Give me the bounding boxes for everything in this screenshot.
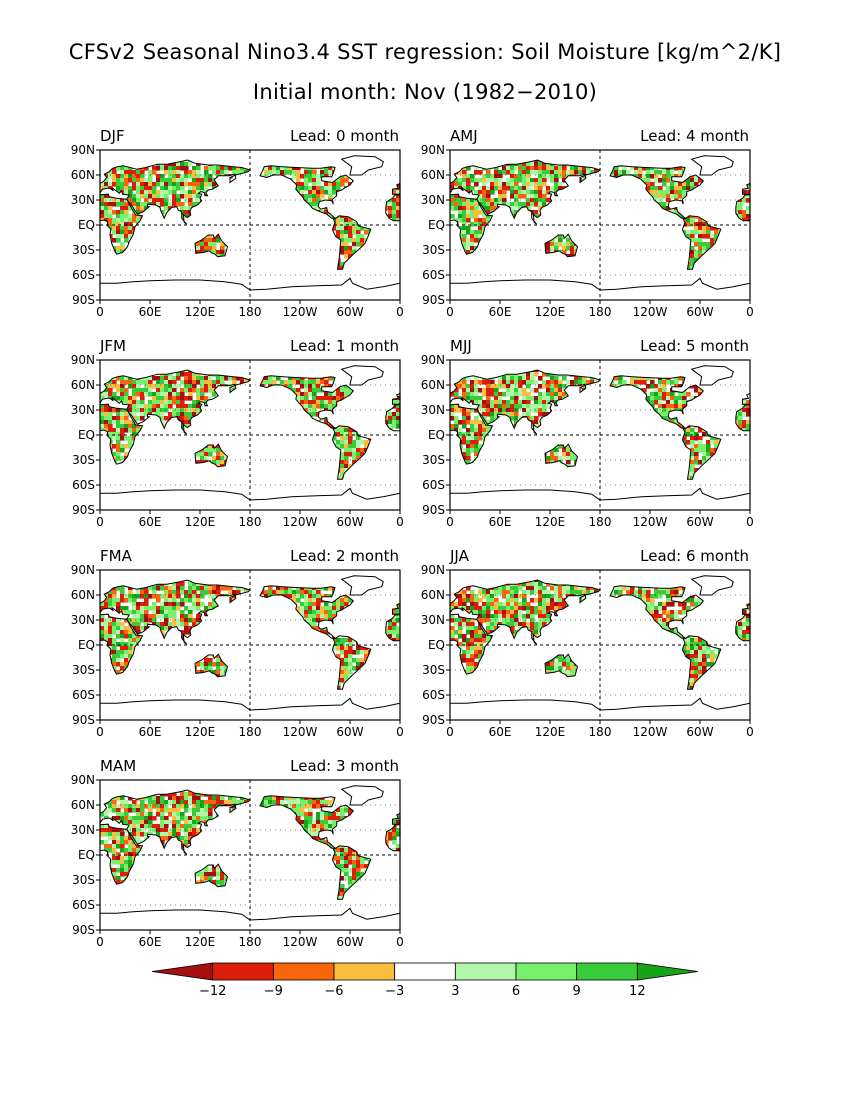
y-tick-label: 90N (70, 353, 95, 367)
y-tick-label: 30S (72, 243, 95, 257)
y-tick-label: 60S (72, 268, 95, 282)
lead-label: Lead: 0 month (290, 127, 399, 145)
x-tick-label: 120E (184, 935, 216, 949)
y-tick-label: 90N (70, 563, 95, 577)
x-tick-label: 60E (138, 725, 162, 739)
x-tick-label: 60W (336, 305, 364, 319)
x-tick-label: 60W (686, 725, 714, 739)
y-tick-label: 60S (422, 268, 445, 282)
y-tick-label: 60S (72, 688, 95, 702)
x-tick-label: 180 (588, 725, 612, 739)
y-tick-label: EQ (77, 848, 95, 862)
season-label: AMJ (450, 127, 478, 145)
y-tick-label: 90S (72, 923, 95, 937)
y-tick-label: 60S (422, 688, 445, 702)
page-title: CFSv2 Seasonal Nino3.4 SST regression: Soil Moisture [kg/m^2/K] (68, 40, 782, 64)
y-tick-label: 90N (70, 773, 95, 787)
x-tick-label: 120W (632, 515, 668, 529)
x-tick-label: 180 (588, 515, 612, 529)
x-tick-label: 180 (238, 935, 262, 949)
y-tick-label: 60N (420, 168, 445, 182)
colorbar-low-arrow (152, 963, 213, 980)
x-tick-label: 120E (184, 515, 216, 529)
y-tick-label: 30S (72, 873, 95, 887)
colorbar-label: −3 (385, 984, 405, 999)
page-subtitle: Initial month: Nov (1982−2010) (252, 80, 598, 104)
season-label: JFM (100, 337, 126, 355)
y-tick-label: 60N (70, 168, 95, 182)
y-tick-label: 30S (422, 663, 445, 677)
x-tick-label: 120E (534, 725, 566, 739)
x-tick-label: 60E (138, 515, 162, 529)
y-tick-label: 60S (422, 478, 445, 492)
colorbar-swatch (334, 963, 395, 980)
season-label: MJJ (450, 337, 472, 355)
y-tick-label: 90S (72, 713, 95, 727)
y-tick-label: 30S (422, 453, 445, 467)
y-tick-label: 90S (422, 713, 445, 727)
x-tick-label: 0 (446, 515, 454, 529)
y-tick-label: 60N (420, 588, 445, 602)
y-tick-label: 90S (72, 293, 95, 307)
x-tick-label: 0 (446, 305, 454, 319)
x-tick-label: 0 (96, 515, 104, 529)
x-tick-label: 0 (396, 515, 404, 529)
colorbar-label: −6 (324, 984, 344, 999)
y-tick-label: 30N (70, 403, 95, 417)
x-tick-label: 120W (632, 725, 668, 739)
y-tick-label: 30N (70, 823, 95, 837)
x-tick-label: 0 (96, 305, 104, 319)
y-tick-label: 90S (72, 503, 95, 517)
y-tick-label: 60N (420, 378, 445, 392)
y-tick-label: 60N (70, 588, 95, 602)
y-tick-label: 30N (420, 403, 445, 417)
x-tick-label: 60E (488, 725, 512, 739)
season-label: DJF (100, 127, 125, 145)
lead-label: Lead: 3 month (290, 757, 399, 775)
x-tick-label: 180 (238, 515, 262, 529)
x-tick-label: 120W (282, 305, 318, 319)
x-tick-label: 180 (238, 725, 262, 739)
y-tick-label: 90S (422, 503, 445, 517)
y-tick-label: 30S (72, 663, 95, 677)
y-tick-label: EQ (427, 428, 445, 442)
y-tick-label: 30N (70, 193, 95, 207)
colorbar-swatch (516, 963, 577, 980)
x-tick-label: 120E (184, 305, 216, 319)
y-tick-label: EQ (77, 428, 95, 442)
season-label: JJA (450, 547, 469, 565)
colorbar-label: −9 (263, 984, 283, 999)
y-tick-label: 60N (70, 798, 95, 812)
colorbar-swatch (577, 963, 638, 980)
season-label: MAM (100, 757, 137, 775)
x-tick-label: 0 (746, 305, 754, 319)
y-tick-label: 30N (70, 613, 95, 627)
x-tick-label: 60E (138, 935, 162, 949)
y-tick-label: 90N (70, 143, 95, 157)
y-tick-label: 60S (72, 478, 95, 492)
x-tick-label: 60W (336, 725, 364, 739)
colorbar-label: 3 (451, 984, 460, 999)
colorbar-label: −12 (198, 984, 227, 999)
x-tick-label: 0 (96, 935, 104, 949)
y-tick-label: 90S (422, 293, 445, 307)
y-tick-label: EQ (427, 218, 445, 232)
y-tick-label: EQ (77, 218, 95, 232)
x-tick-label: 0 (396, 935, 404, 949)
y-tick-label: 60S (72, 898, 95, 912)
y-tick-label: 30N (420, 613, 445, 627)
y-tick-label: 90N (420, 563, 445, 577)
colorbar-swatch (455, 963, 516, 980)
x-tick-label: 120E (184, 725, 216, 739)
x-tick-label: 0 (746, 515, 754, 529)
y-tick-label: 90N (420, 353, 445, 367)
x-tick-label: 60E (138, 305, 162, 319)
x-tick-label: 60E (488, 305, 512, 319)
x-tick-label: 120E (534, 515, 566, 529)
x-tick-label: 120E (534, 305, 566, 319)
x-tick-label: 0 (96, 725, 104, 739)
x-tick-label: 120W (632, 305, 668, 319)
colorbar-high-arrow (637, 963, 698, 980)
colorbar-swatch (273, 963, 334, 980)
colorbar-label: 12 (629, 984, 646, 999)
lead-label: Lead: 5 month (640, 337, 749, 355)
x-tick-label: 120W (282, 725, 318, 739)
x-tick-label: 120W (282, 515, 318, 529)
y-tick-label: 30N (420, 193, 445, 207)
x-tick-label: 60W (336, 935, 364, 949)
lead-label: Lead: 1 month (290, 337, 399, 355)
x-tick-label: 180 (238, 305, 262, 319)
x-tick-label: 180 (588, 305, 612, 319)
colorbar-swatch (213, 963, 274, 980)
colorbar-label: 6 (511, 984, 521, 999)
colorbar-label: 9 (572, 984, 581, 999)
x-tick-label: 60W (336, 515, 364, 529)
y-tick-label: 30S (72, 453, 95, 467)
colorbar-swatch (395, 963, 456, 980)
y-tick-label: 30S (422, 243, 445, 257)
x-tick-label: 60E (488, 515, 512, 529)
x-tick-label: 0 (396, 305, 404, 319)
season-label: FMA (100, 547, 132, 565)
x-tick-label: 60W (686, 515, 714, 529)
lead-label: Lead: 4 month (640, 127, 749, 145)
y-tick-label: EQ (427, 638, 445, 652)
x-tick-label: 0 (396, 725, 404, 739)
y-tick-label: 90N (420, 143, 445, 157)
y-tick-label: 60N (70, 378, 95, 392)
y-tick-label: EQ (77, 638, 95, 652)
lead-label: Lead: 6 month (640, 547, 749, 565)
lead-label: Lead: 2 month (290, 547, 399, 565)
x-tick-label: 120W (282, 935, 318, 949)
x-tick-label: 0 (746, 725, 754, 739)
x-tick-label: 0 (446, 725, 454, 739)
x-tick-label: 60W (686, 305, 714, 319)
